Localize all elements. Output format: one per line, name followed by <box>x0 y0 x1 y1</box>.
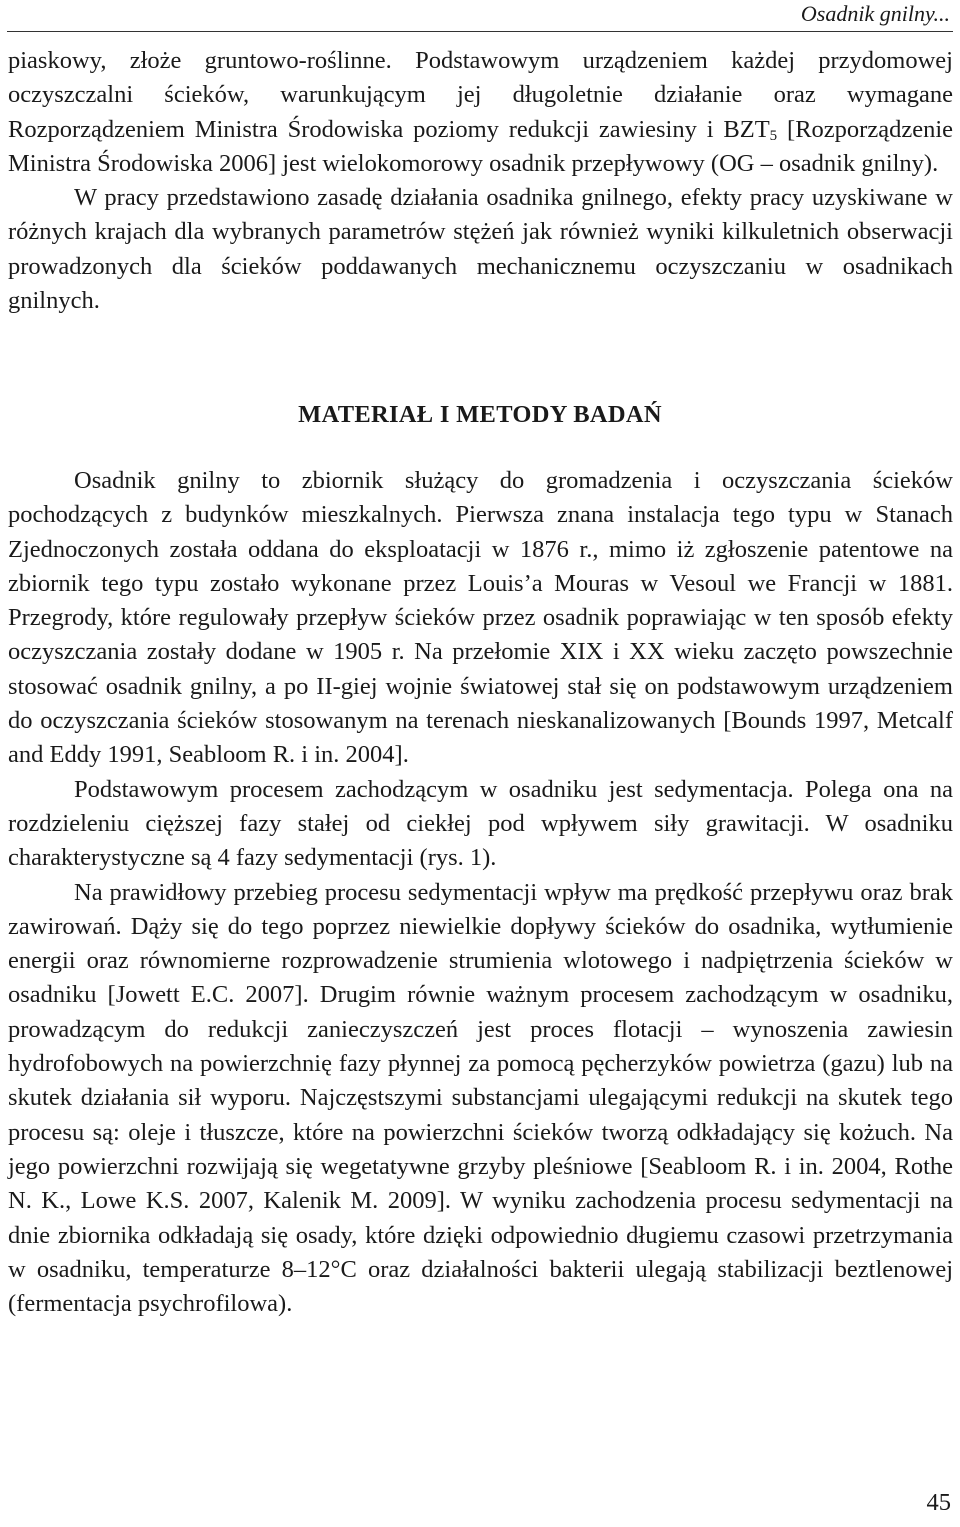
methods-paragraph-history: Osadnik gnilny to zbiornik służący do gromadzenia i oczyszczania ścieków pochodzących z budynków mieszkalnych. Pierwsza znana instalacja tego typu w Stanach Zjednoczonych została oddana do eksploatacji w 1876 r., mimo iż zgłoszenie patentowe na zbiornik tego typu zostało wykonane przez Louis’a Mouras w Vesoul we Francji w 1881. Przegrody, które regulowały przepływ ścieków przez osadnik poprawiając w ten sposób efekty oczyszczania zostały dodane w 1905 r. Na przełomie XIX i XX wieku zaczęto powszechnie stosować osadnik gnilny, a po II-giej wojnie światowej stał się on podstawowym urządzeniem do oczyszczania ścieków stosowanym na terenach nieskanalizowanych [Bounds 1997, Metcalf and Eddy 1991, Seabloom R. i in. 2004]. <box>8 467 953 769</box>
methods-paragraph-sedimentation: Podstawowym procesem zachodzącym w osadniku jest sedymentacja. Polega ona na rozdzieleniu cięższej fazy stałej od ciekłej pod wpływem siły grawitacji. W osadniku charakterystyczne są 4 fazy sedymentacji (rys. 1). <box>8 775 953 872</box>
running-header <box>0 0 960 35</box>
intro-text <box>8 44 953 318</box>
running-title: Osadnik gnilny... <box>800 1 950 26</box>
intro-paragraph-text-end: [Rozporządzenie Ministra Środowiska 2006] jest wielokomorowy osadnik przepływowy (OG – osadnik gnilny). <box>8 115 953 177</box>
intro-paragraph-scope: W pracy przedstawiono zasadę działania osadnika gnilnego, efekty pracy uzyskiwane w różnych krajach dla wybranych parametrów stężeń jak również wyniki kilkuletnich obserwacji prowadzonych dla ścieków poddawanych mechanicznemu oczyszczaniu w osadnikach gnilnych. <box>8 184 953 315</box>
page-number: 45 <box>926 1489 951 1516</box>
intro-paragraph-text-start: piaskowy, złoże gruntowo-roślinne. Podstawowym urządzeniem każdej przydomowej oczyszczalni ścieków, warunkującym jej długoletnie działanie oraz wymagane Rozporządzeniem Ministra Środowiska poziomy redukcji zawiesiny i BZT <box>8 47 953 143</box>
methods-paragraph-flotation: Na prawidłowy przebieg procesu sedymentacji wpływ ma prędkość przepływu oraz brak zawirowań. Dąży się do tego poprzez niewielkie dopływy ścieków do osadnika, wytłumienie energii oraz równomierne rozprowadzenie strumienia wlotowego i nadpiętrzenia ścieków w osadniku [Jowett E.C. 2007]. Drugim równie ważnym procesem zachodzącym w osadniku, prowadzącym do redukcji zanieczyszczeń jest proces flotacji – wynoszenia zawiesin hydrofobowych na powierzchnię fazy płynnej za pomocą pęcherzyków powietrza (gazu) lub na skutek działania sił wyporu. Najczęstszymi substancjami ulegającymi redukcji na skutek tego procesu są: oleje i tłuszcze, które na powierzchni ścieków tworzą odkładający się kożuch. Na jego powierzchni rozwijają się wegetatywne grzyby pleśniowe [Seabloom R. i in. 2004, Rothe N. K., Lowe K.S. 2007, Kalenik M. 2009]. W wyniku zachodzenia procesu sedymentacji na dnie zbiornika odkładają się osady, które dzięki odpowiednio długiemu czasowi przetrzymania w osadniku, temperaturze 8–12°C oraz działalności bakterii ulegają stabilizacji beztlenowej (fermentacja psychrofilowa). <box>8 878 953 1318</box>
bzt-subscript: 5 <box>769 127 778 144</box>
methods-text <box>8 464 953 1321</box>
header-rule <box>7 31 953 32</box>
intro-paragraph-continuation <box>8 44 953 181</box>
section-heading: MATERIAŁ I METODY BADAŃ <box>298 401 662 428</box>
